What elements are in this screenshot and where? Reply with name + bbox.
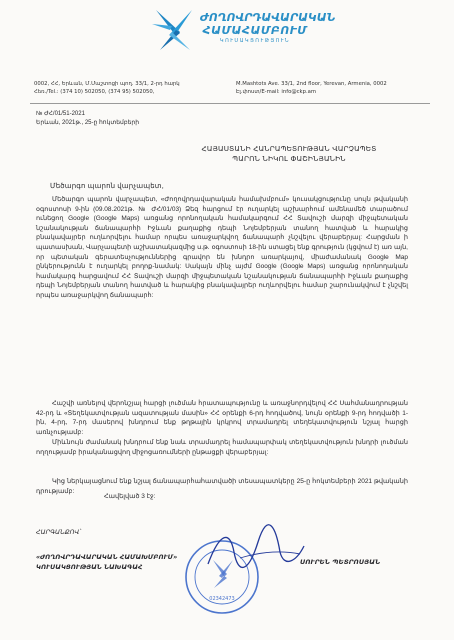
email-line: Էլ.փոստ/E-mail: info@ckp.am (236, 88, 317, 95)
letter-meta (36, 110, 139, 128)
closing-phrase: ՀԱՐԳԱՆՔՈՎ՝ (36, 528, 81, 536)
brand-line-2: ՀԱՄԱՀԱՄԲՈՒՄ (202, 24, 308, 37)
address-am-line: 0002, ՀՀ, Երևան, Մ.Մաշտոցի պող. 33/1, 2-րդ հարկ (34, 81, 180, 87)
brand-line-3: ԿՈՒՍԱԿՑՈՒԹՅՈՒՆ (219, 38, 291, 44)
paragraph-3: Միևնույն ժամանակ խնդրում ենք նաև տրամադրել համապարփակ տեղեկատվություն խնդրի լուծման ողղությամբ իրականացվող միջոցառումների ընթացքի վերաբերյալ: (36, 439, 408, 456)
signer-name: ՍՈՒՐԵՆ ՊԵՏՐՈՍՅԱՆ (300, 558, 381, 566)
addressee-block (174, 144, 404, 164)
seal-number: 02342473 (209, 596, 235, 602)
brand-line-1: ԺՈՂՈՎՐԴԱՎԱՐԱԿԱՆ (200, 11, 336, 24)
paragraph-2: Հաշվի առնելով վերոնշյալ հարցի լուծման հրատապությունը և առաջնորդվելով ՀՀ Սահմանադրության 42-րդ և «Տեղեկատվության ազատության մասին» ՀՀ օրենքի 6-րդ հոդվածով, նույն օրենքի 9-րդ հոդվածի 1-ին, 4-րդ, 7-րդ մասերով խնդրում ենք թղթային կրկրով տրամադրել տեղեկատվություն նշյալ հարցի առնչությամբ: (36, 400, 408, 436)
addressee-name: ՊԱՐՈՆ ՆԻԿՈԼ ՓԱՇԻՆՅԱՆԻՆ (232, 154, 346, 163)
addressee-title: ՀԱՅԱՍՏԱՆԻ ՀԱՆՐԱՊԵՏՈՒԹՅԱՆ ՎԱՐՉԱՊԵՏ (201, 144, 377, 153)
attachment-note: Հավելված 3 էջ: (104, 493, 156, 500)
paragraph-1: Մեծարգո պարոն վարչապետ, «Ժողովրդավարական համախմբում» կուսակցությունը սույն թվականի օգոստոսի 9-ին (09.08.2021թ. № ԺՀ/01/03) Ձեզ հարցում էր ուղարկել աշխարհում ամենամեծ տարածում ունեցող Google (Google Maps) առցանց որոնողական համակարգում ՀՀ Տավուշի մարզի միջպետական նշանակության ճանապարհի Իջևան քաղաքից դեպի Նոյեմբերյան տանող հատված և հարակից բնակավայրեր ուղևորվելու համար որպես առաջարկվող ճանապարհ չնշվելու վերաբերյալ: Հարցման ի պատասխան, Վարչապետի աշխատակազմից ս.թ. օգոստոսի 18-ին ստացել ենք գրություն (կցվում է) առ այն, որ պետական գերատեսչություններից գրավոր են խնդրո առարկայով, միաժամանակ Google Map ընկերությունն է ուղարկել բողոք-նամակ: Սակայն մինչ այժմ Google (Google Maps) առցանց որոնողական համակարգ հարցավում ՀՀ Տավուշի մարզի միջպետական նշանակության ճանապարհի Իջևան քաղաքից դեպի Նոյեմբերյան տանող հատված և հարակից բնակավայրեր ուղևորվելու համար շարունակվում է չնշվել որպես առաջարկվող ճանապարհ: (36, 196, 408, 299)
salutation: Մեծարգո պարոն վարչապետ, (50, 181, 164, 190)
org-name: «ԺՈՂՈՎՐԴԱՎԱՐԱԿԱՆ ՀԱՄԱԽՄԲՈՒՄ» (36, 554, 178, 561)
address-english (236, 81, 387, 96)
address-armenian (34, 81, 180, 96)
organization-signature-block (36, 553, 177, 573)
org-position: ԿՈՒՍԱԿՑՈՒԹՅԱՆ ՆԱԽԱԳԱՀ (36, 564, 143, 571)
party-brand (200, 11, 336, 46)
party-logo-icon (150, 6, 198, 54)
letterhead-divider (30, 103, 430, 104)
letter-number: № ԺՀ/01/51-2021 (36, 111, 85, 117)
handwritten-signature-icon (200, 522, 310, 582)
letter-date: Երևան, 2021թ., 25-ը հոկտեմբերի (36, 120, 140, 126)
phone-line: Հեռ./Tel.: (374 10) 502050, (374 95) 502050, (34, 88, 155, 95)
paragraph-4: Կից ներկայացնում ենք նշյալ ճանապարհահատվածի տեսապատկերը 25-ը հոկտեմբերի 2021 թվականի դրությամբ: (36, 478, 408, 495)
address-en-line: M.Mashtots Ave. 33/1, 2nd floor, Yerevan, Armenia, 0002 (236, 81, 387, 87)
